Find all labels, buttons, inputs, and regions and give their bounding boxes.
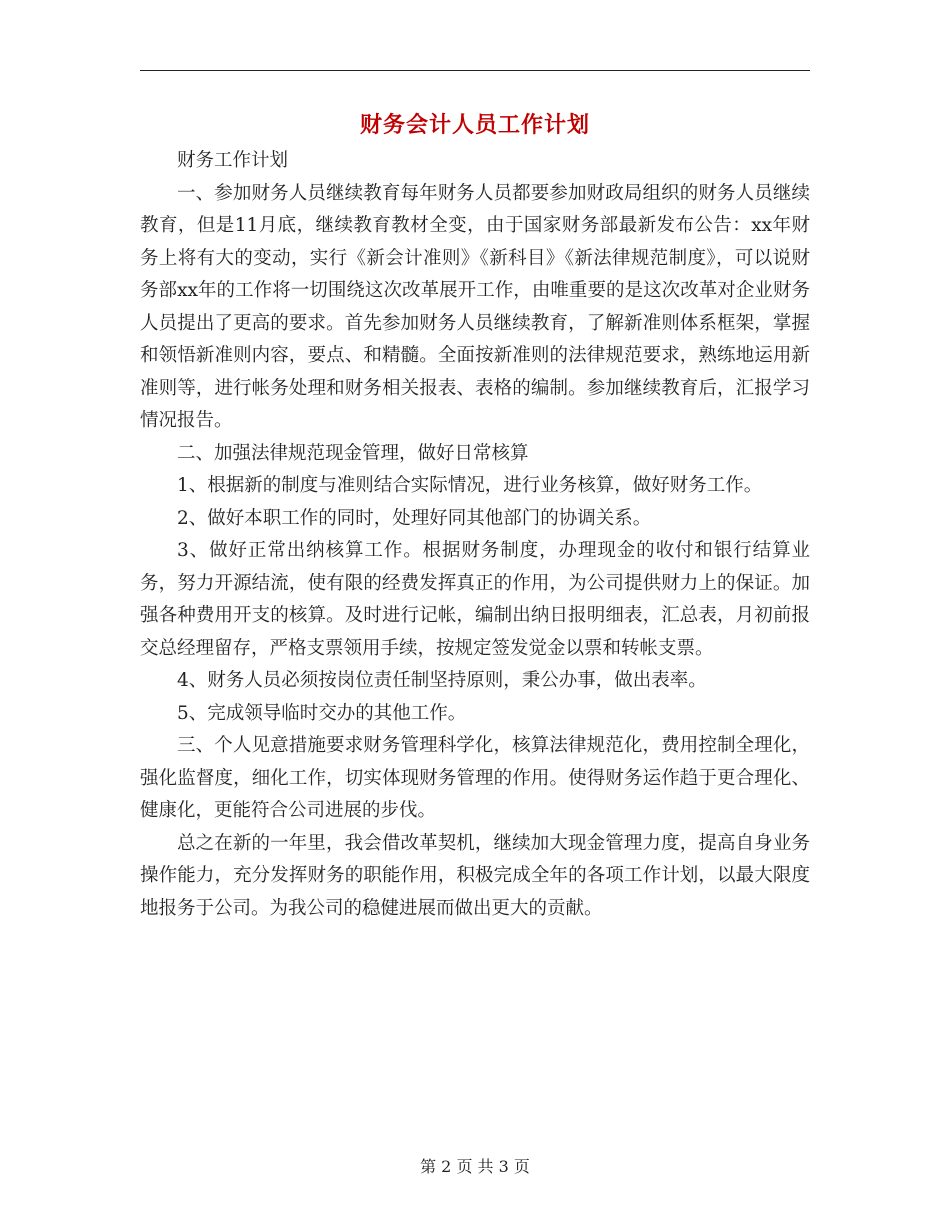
paragraph: 总之在新的一年里，我会借改革契机，继续加大现金管理力度，提高自身业务操作能力，充分发挥财务的职能作用，积极完成全年的各项工作计划，以最大限度地报务于公司。为我公司的稳健进展而做出更大的贡献。 — [140, 832, 810, 919]
paragraph: 一、参加财务人员继续教育每年财务人员都要参加财政局组织的财务人员继续教育，但是11月底，继续教育教材全变，由于国家财务部最新发布公告：xx年财务上将有大的变动，实行《新会计准则》《新科目》《新法律规范制度》，可以说财务部xx年的工作将一切围绕这次改革展开工作，由唯重要的是这次改革对企业财务人员提出了更高的要求。首先参加财务人员继续教育，了解新准则体系框架，掌握和领悟新准则内容，要点、和精髓。全面按新准则的法律规范要求，熟练地运用新准则等，进行帐务处理和财务相关报表、表格的编制。参加继续教育后，汇报学习情况报告。 — [140, 182, 810, 431]
paragraph: 3、做好正常出纳核算工作。根据财务制度，办理现金的收付和银行结算业务，努力开源结流，使有限的经费发挥真正的作用，为公司提供财力上的保证。加强各种费用开支的核算。及时进行记帐，编制出纳日报明细表，汇总表，月初前报交总经理留存，严格支票领用手续，按规定签发觉金以票和转帐支票。 — [140, 540, 810, 659]
paragraph: 2、做好本职工作的同时，处理好同其他部门的协调关系。 — [177, 507, 652, 529]
header-rule — [140, 70, 810, 71]
paragraph: 4、财务人员必须按岗位责任制坚持原则，秉公办事，做出表率。 — [177, 670, 707, 691]
paragraph: 5、完成领导临时交办的其他工作。 — [177, 702, 467, 724]
paragraph: 1、根据新的制度与准则结合实际情况，进行业务核算，做好财务工作。 — [177, 475, 763, 496]
paragraph: 三、个人见意措施要求财务管理科学化，核算法律规范化，费用控制全理化，强化监督度，细化工作，切实体现财务管理的作用。使得财务运作趋于更合理化、健康化，更能符合公司进展的步伐。 — [140, 735, 810, 821]
document-body — [140, 145, 810, 925]
paragraph: 财务工作计划 — [177, 150, 289, 171]
document-title: 财务会计人员工作计划 — [359, 113, 590, 138]
paragraph: 二、加强法律规范现金管理，做好日常核算 — [177, 442, 529, 464]
page-footer: 第 2 页 共 3 页 — [420, 1157, 530, 1176]
